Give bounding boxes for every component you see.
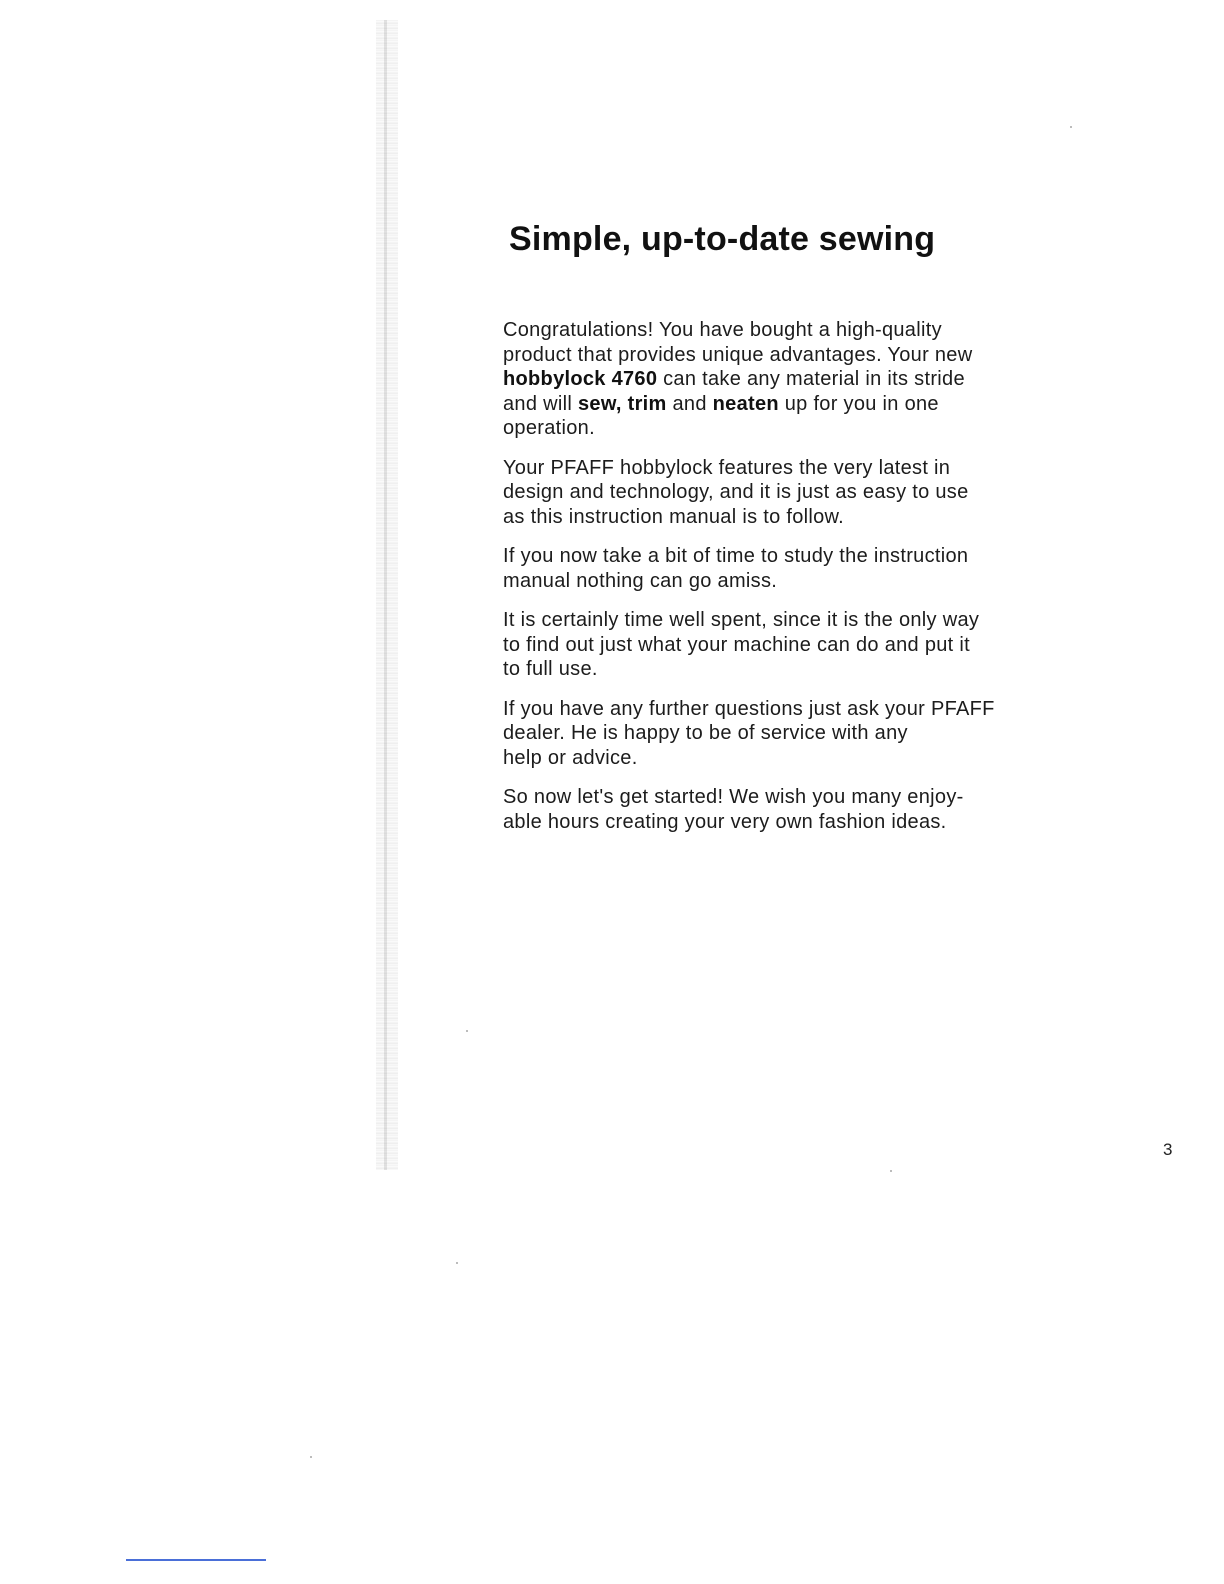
scan-speck xyxy=(1070,126,1072,128)
text-line: design and technology, and it is just as easy to use xyxy=(503,481,969,503)
paragraph-get-started xyxy=(503,785,1043,834)
footer-rule xyxy=(126,1559,266,1561)
text-line: product that provides unique advantages. Your new xyxy=(503,343,973,366)
emphasis-sew-trim: sew, trim xyxy=(577,392,667,415)
text-line: operation. xyxy=(503,417,595,439)
text-line: Your PFAFF hobbylock features the very latest in xyxy=(503,456,951,479)
scan-speck xyxy=(456,1262,458,1264)
text-line: If you now take a bit of time to study the instruction xyxy=(503,545,969,567)
paragraph-congratulations xyxy=(503,318,1043,441)
text-line xyxy=(503,367,1043,392)
page-heading: Simple, up-to-date sewing xyxy=(509,220,936,258)
page-number: 3 xyxy=(1163,1140,1173,1159)
text-line: to find out just what your machine can do and put it xyxy=(503,633,970,656)
paragraph-features xyxy=(503,456,1043,530)
text-line: help or advice. xyxy=(503,746,638,769)
text-fragment: and xyxy=(666,392,713,415)
paragraph-questions xyxy=(503,697,1043,771)
text-line: able hours creating your very own fashion ideas. xyxy=(503,810,947,833)
text-line: manual nothing can go amiss. xyxy=(503,569,778,592)
product-name: hobbylock 4760 xyxy=(503,368,658,390)
text-line: Congratulations! You have bought a high-quality xyxy=(503,319,942,341)
text-line xyxy=(503,392,1043,417)
text-line: as this instruction manual is to follow. xyxy=(503,505,845,528)
paragraph-study-manual xyxy=(503,544,1043,593)
scan-binding-edge xyxy=(376,20,398,1170)
body-text xyxy=(503,318,1043,849)
text-fragment: can take any material in its stride xyxy=(657,368,965,390)
scan-speck xyxy=(466,1030,468,1032)
text-line: dealer. He is happy to be of service with any xyxy=(503,722,908,744)
scan-speck xyxy=(310,1456,312,1458)
text-line: to full use. xyxy=(503,658,598,680)
scan-speck xyxy=(890,1170,892,1172)
text-line: It is certainly time well spent, since it is the only way xyxy=(503,609,980,631)
emphasis-neaten: neaten xyxy=(712,392,779,415)
text-fragment: up for you in one xyxy=(778,392,939,415)
text-line: If you have any further questions just ask your PFAFF xyxy=(503,697,995,720)
text-fragment: and will xyxy=(503,392,578,415)
text-line: So now let's get started! We wish you many enjoy- xyxy=(503,786,964,808)
paragraph-time-well-spent xyxy=(503,608,1043,682)
